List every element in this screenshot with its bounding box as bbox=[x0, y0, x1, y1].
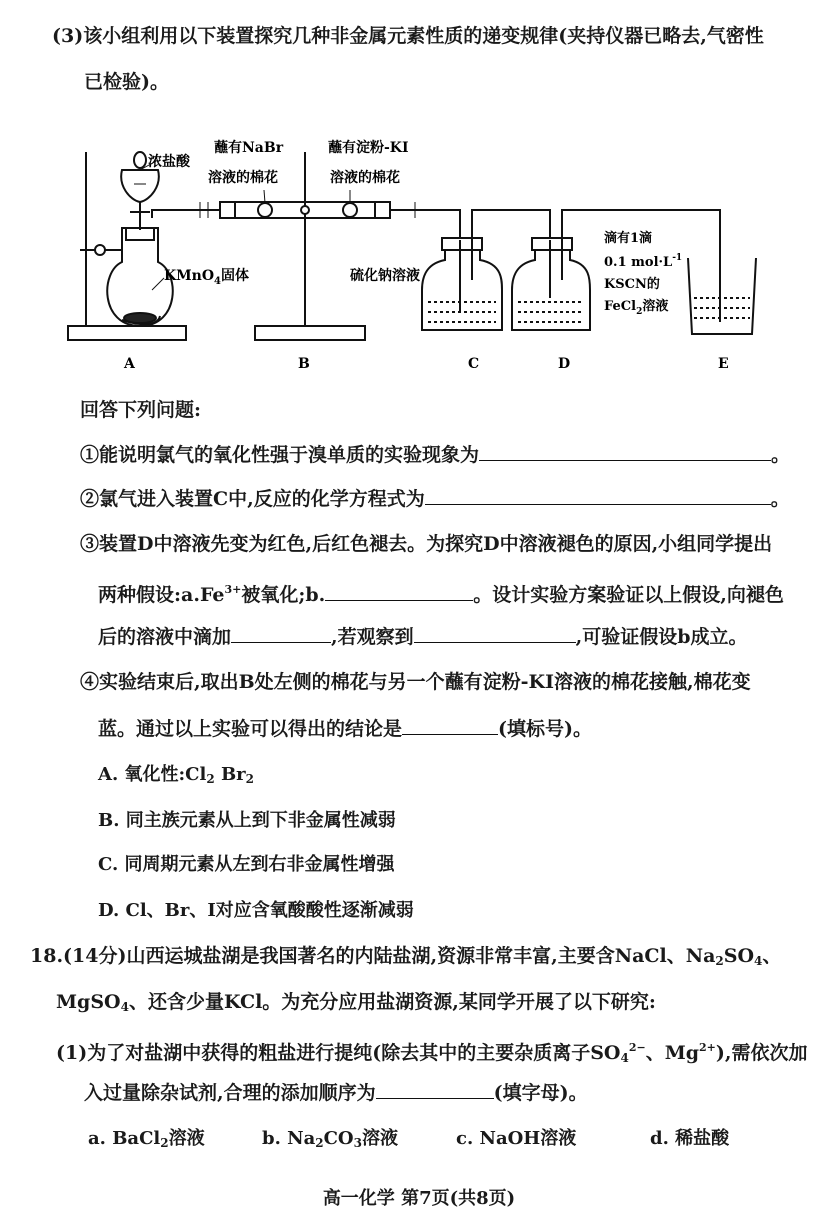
q18-s1a: (1)为了对盐湖中获得的粗盐进行提纯(除去其中的主要杂质离子SO bbox=[56, 1042, 621, 1064]
option-d: D. Cl、Br、I对应含氧酸酸性逐渐减弱 bbox=[98, 900, 414, 921]
q3-b-1: 两种假设:a.Fe bbox=[98, 584, 225, 606]
q18-option-a bbox=[88, 1124, 205, 1150]
q2-blank[interactable] bbox=[425, 484, 771, 505]
q4-blank[interactable] bbox=[402, 714, 498, 735]
q1-end: 。 bbox=[771, 444, 791, 466]
q18-line-1 bbox=[30, 942, 781, 975]
label-ki-2: 溶液的棉花 bbox=[330, 170, 400, 186]
label-d-4-tail: 溶液 bbox=[642, 299, 669, 314]
svg-text:FeCl2溶液 bbox=[604, 298, 668, 317]
stand-base-b bbox=[255, 326, 365, 340]
label-nabr-1: 蘸有NaBr bbox=[214, 140, 284, 156]
q18-l1-sub2: 4 bbox=[754, 954, 763, 968]
q18-l2-tail: 、还含少量KCl。为充分应用盐湖资源,某同学开展了以下研究: bbox=[128, 991, 656, 1013]
option-a-sub1: 2 bbox=[206, 772, 215, 786]
label-d-2-sup: -1 bbox=[672, 253, 683, 263]
q1-line bbox=[80, 440, 790, 469]
q18-sub1-line-b bbox=[84, 1078, 588, 1107]
label-kmno4: KMnO bbox=[164, 268, 215, 284]
label-ki-1: 蘸有淀粉-KI bbox=[328, 140, 409, 156]
q3-c-1: 后的溶液中滴加 bbox=[98, 626, 232, 648]
answer-prompt: 回答下列问题: bbox=[80, 399, 202, 421]
q18-opt-b-3: 溶液 bbox=[361, 1128, 398, 1149]
option-a-1: A. 氧化性:Cl bbox=[98, 764, 207, 785]
letter-e: E bbox=[718, 356, 729, 372]
label-conc-hcl: 浓盐酸 bbox=[148, 154, 190, 170]
bottle-c bbox=[422, 248, 502, 330]
q4-line-b bbox=[98, 714, 592, 743]
q18-opt-b-sub2: 3 bbox=[353, 1136, 362, 1150]
q3-observation-blank[interactable] bbox=[414, 622, 576, 643]
tube-1 bbox=[152, 210, 220, 218]
q18-s1a-end: ),需依次加 bbox=[715, 1042, 808, 1064]
letter-d: D bbox=[558, 356, 571, 372]
q3-line-a: ③装置D中溶液先变为红色,后红色褪去。为探究D中溶液褪色的原因,小组同学提出 bbox=[80, 533, 773, 555]
q18-opt-b-2: CO bbox=[323, 1128, 354, 1149]
q18-s1a-sup2: 2+ bbox=[699, 1041, 716, 1054]
q18-l1-1: 18.(14分)山西运城盐湖是我国著名的内陆盐湖,资源非常丰富,主要含NaCl、Na bbox=[30, 945, 716, 967]
q1-blank[interactable] bbox=[479, 440, 771, 461]
option-a-2: Br bbox=[214, 764, 246, 785]
option-b: B. 同主族元素从上到下非金属性减弱 bbox=[98, 810, 396, 831]
apparatus-diagram bbox=[60, 130, 790, 380]
kmno4-solid bbox=[124, 313, 156, 323]
q18-opt-a-1: a. BaCl bbox=[88, 1128, 161, 1149]
label-d-1: 滴有1滴 bbox=[604, 231, 653, 246]
q2-line bbox=[80, 484, 790, 513]
funnel-a bbox=[121, 170, 159, 202]
q3-line-c bbox=[98, 622, 748, 651]
cotton-nabr bbox=[258, 203, 272, 217]
q3-c-2: ,若观察到 bbox=[331, 626, 414, 648]
label-kmno4-tail: 固体 bbox=[221, 268, 250, 284]
q18-opt-b-1: b. Na bbox=[262, 1128, 316, 1149]
q2-text: ②氯气进入装置C中,反应的化学方程式为 bbox=[80, 488, 425, 510]
beaker-e bbox=[688, 258, 756, 334]
q18-line-2 bbox=[56, 988, 656, 1021]
q4-b-2: (填标号)。 bbox=[498, 718, 592, 740]
q18-option-c: c. NaOH溶液 bbox=[456, 1128, 577, 1149]
q18-opt-a-2: 溶液 bbox=[168, 1128, 205, 1149]
letter-b: B bbox=[298, 356, 310, 372]
q1-text: ①能说明氯气的氧化性强于溴单质的实验现象为 bbox=[80, 444, 480, 466]
q2-end: 。 bbox=[770, 488, 790, 510]
q18-s1a-sup: 2− bbox=[628, 1041, 646, 1054]
svg-text:0.1 mol·L-1 bbox=[604, 253, 682, 270]
q18-order-blank[interactable] bbox=[376, 1078, 494, 1099]
q18-s1a-sub: 4 bbox=[620, 1051, 629, 1065]
q18-l2-sub: 4 bbox=[120, 1000, 129, 1014]
q4-line-a: ④实验结束后,取出B处左侧的棉花与另一个蘸有淀粉-KI溶液的棉花接触,棉花变 bbox=[80, 671, 751, 693]
tube-2 bbox=[390, 210, 460, 240]
q3-b-sup: 3+ bbox=[224, 583, 242, 596]
q18-option-d: d. 稀盐酸 bbox=[650, 1128, 730, 1149]
apparatus-svg bbox=[60, 130, 790, 380]
option-a bbox=[98, 760, 254, 786]
label-d-4: FeCl bbox=[604, 299, 637, 314]
q18-l2: MgSO bbox=[56, 991, 121, 1013]
q3-b-2: 被氧化;b. bbox=[241, 584, 326, 606]
label-nabr-2: 溶液的棉花 bbox=[208, 170, 278, 186]
label-kmno4-sub: 4 bbox=[214, 276, 222, 287]
q18-l1-sub1: 2 bbox=[715, 954, 724, 968]
q18-opt-a-sub: 2 bbox=[160, 1136, 169, 1150]
label-na2s: 硫化钠溶液 bbox=[350, 268, 420, 284]
cotton-ki bbox=[343, 203, 357, 217]
q3-reagent-blank[interactable] bbox=[231, 622, 331, 643]
label-d-2: 0.1 mol·L bbox=[604, 255, 673, 270]
q18-s1b-1: 入过量除杂试剂,合理的添加顺序为 bbox=[84, 1082, 376, 1104]
q3-hypothesis-blank[interactable] bbox=[325, 580, 473, 601]
q3-c-3: ,可验证假设b成立。 bbox=[575, 626, 748, 648]
q18-option-b bbox=[262, 1124, 398, 1150]
q18-opt-b-sub1: 2 bbox=[315, 1136, 324, 1150]
q18-l1-3: 、 bbox=[762, 945, 782, 967]
letter-c: C bbox=[468, 356, 480, 372]
intro-line-2: 已检验)。 bbox=[84, 71, 169, 93]
q3-line-b bbox=[98, 576, 784, 609]
label-d-4-sub: 2 bbox=[636, 307, 643, 317]
q18-sub1-line-a bbox=[56, 1034, 808, 1072]
q18-s1a-mid: 、Mg bbox=[645, 1042, 700, 1064]
intro-line-1: (3)该小组利用以下装置探究几种非金属元素性质的递变规律(夹持仪器已略去,气密性 bbox=[52, 25, 764, 47]
letter-a: A bbox=[124, 356, 135, 372]
svg-text:KMnO4固体 bbox=[164, 267, 249, 287]
q18-l1-2: SO bbox=[723, 945, 755, 967]
stand-base-a bbox=[68, 326, 186, 340]
q4-b-1: 蓝。通过以上实验可以得出的结论是 bbox=[98, 718, 403, 740]
q3-b-3: 。设计实验方案验证以上假设,向褪色 bbox=[473, 584, 784, 606]
label-d-3: KSCN的 bbox=[604, 277, 660, 292]
option-c: C. 同周期元素从左到右非金属性增强 bbox=[98, 854, 395, 875]
option-a-sub2: 2 bbox=[245, 772, 254, 786]
q18-s1b-2: (填字母)。 bbox=[493, 1082, 588, 1104]
tube-3 bbox=[472, 210, 550, 240]
flask-a bbox=[107, 228, 172, 326]
page-footer: 高一化学 第7页(共8页) bbox=[322, 1188, 516, 1209]
